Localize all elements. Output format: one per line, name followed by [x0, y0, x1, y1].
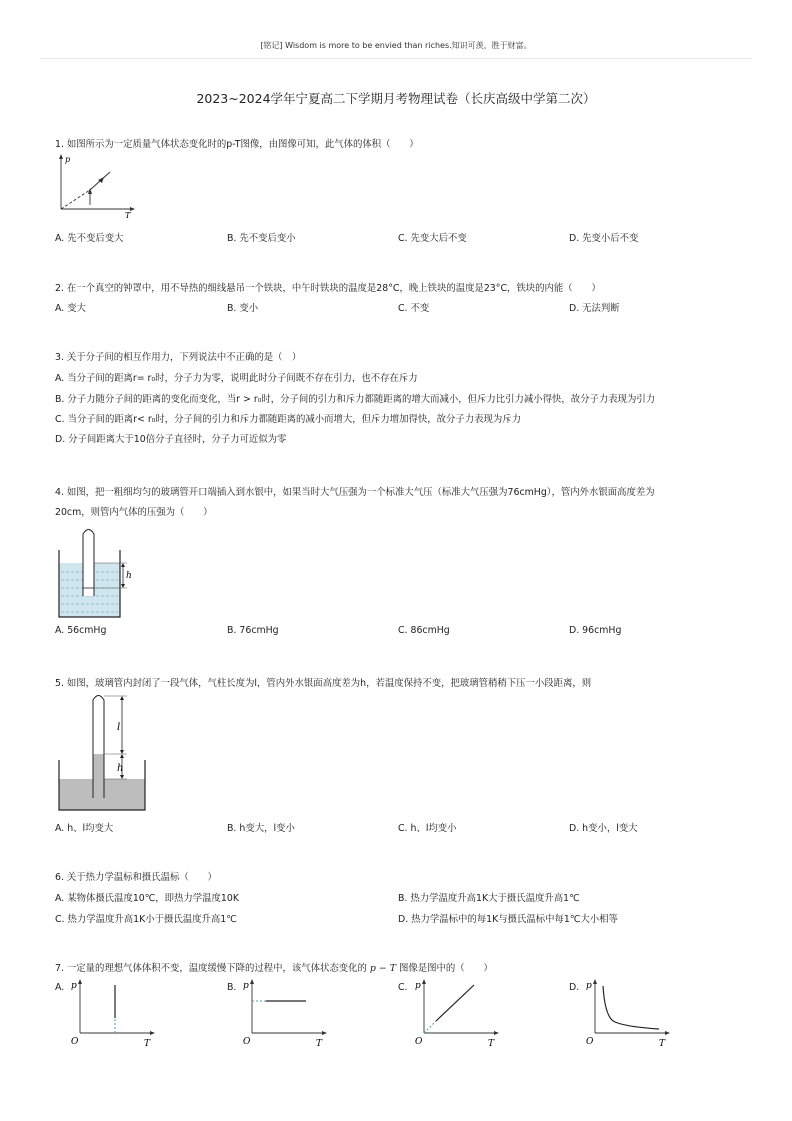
q7-option-a-graph: [68, 976, 158, 1052]
q7-option-d-graph: [583, 976, 673, 1052]
q7-b-origin: O: [243, 1037, 251, 1047]
q1-axis-p: p: [65, 155, 71, 164]
q7-stem-formula: p − T: [369, 963, 396, 974]
q1-option-b: B. 先不变后变小: [227, 233, 296, 244]
q7-d-axis-t: T: [659, 1039, 666, 1049]
q1-stem: 1. 如图所示为一定质量气体状态变化时的p-T图像，由图像可知，此气体的体积（ ）: [55, 139, 419, 150]
q4-label-h: h: [126, 571, 132, 581]
q5-option-d: D. h变小，l变大: [569, 823, 638, 834]
q5-option-c: C. h、l均变小: [398, 823, 457, 834]
q2-stem: 2. 在一个真空的钟罩中，用不导热的细线悬吊一个铁块，中午时铁块的温度是28°C，晚上铁块的温度是23°C，铁块的内能（ ）: [55, 283, 601, 294]
q1-option-c: C. 先变大后不变: [398, 233, 467, 244]
q4-stem-line2: 20cm，则管内气体的压强为（ ）: [55, 507, 213, 518]
q5-label-h: h: [117, 763, 124, 774]
q7-d-axis-p: p: [586, 981, 592, 991]
q7-c-axis-t: T: [488, 1039, 495, 1049]
q6-option-d: D. 热力学温标中的每1K与摄氏温标中每1℃大小相等: [398, 914, 618, 925]
q7-option-c-label: C.: [398, 982, 408, 993]
q7-stem-post: 图像是图中的（ ）: [398, 963, 493, 974]
q6-stem: 6. 关于热力学温标和摄氏温标（ ）: [55, 872, 217, 883]
q3-option-d: D. 分子间距离大于10倍分子直径时，分子力可近似为零: [55, 434, 287, 445]
header-divider: [40, 58, 752, 59]
q6-option-a: A. 某物体摄氏温度10℃，即热力学温度10K: [55, 893, 239, 904]
q7-a-axis-t: T: [144, 1039, 151, 1049]
exam-title: 2023~2024学年宁夏高二下学期月考物理试卷（长庆高级中学第二次）: [196, 91, 596, 106]
q7-b-axis-p: p: [243, 981, 249, 991]
q4-stem-line1: 4. 如图，把一粗细均匀的玻璃管开口端插入到水银中，如果当时大气压强为一个标准大气压（标准大气压强为76cmHg），管内外水银面高度差为: [55, 487, 655, 498]
q7-b-axis-t: T: [316, 1039, 323, 1049]
q3-option-b: B. 分子力随分子间的距离的变化而变化，当r > r₀时，分子间的引力和斥力都随距离的增大而减小，但斥力比引力减小得快，故分子力表现为引力: [55, 394, 656, 405]
q7-c-axis-p: p: [415, 981, 421, 991]
q2-option-a: A. 变大: [55, 303, 86, 314]
q5-option-a: A. h、l均变大: [55, 823, 114, 834]
q4-option-c: C. 86cmHg: [398, 625, 450, 636]
q7-option-b-graph: [240, 976, 330, 1052]
q5-tube-diagram: [55, 690, 155, 815]
q2-option-d: D. 无法判断: [569, 303, 620, 314]
q7-d-origin: O: [586, 1037, 594, 1047]
q1-pt-graph: [55, 152, 140, 222]
q6-option-b: B. 热力学温度升高1K大于摄氏温度升高1℃: [398, 893, 580, 904]
q7-stem: [55, 960, 493, 974]
q7-option-a-label: A.: [55, 982, 65, 993]
q7-option-b-label: B.: [227, 982, 237, 993]
q2-option-c: C. 不变: [398, 303, 430, 314]
q1-option-a: A. 先不变后变大: [55, 233, 124, 244]
q7-stem-pre: 7. 一定量的理想气体体积不变，温度缓慢下降的过程中，该气体状态变化的: [55, 963, 367, 974]
q3-option-a: A. 当分子间的距离r= r₀时，分子力为零，说明此时分子间既不存在引力，也不存在斥力: [55, 373, 418, 384]
q7-c-origin: O: [415, 1037, 423, 1047]
q7-option-d-label: D.: [569, 982, 580, 993]
q1-axis-t: T: [125, 211, 131, 220]
q5-stem: 5. 如图，玻璃管内封闭了一段气体，气柱长度为l，管内外水银面高度差为h，若温度保持不变，把玻璃管稍稍下压一小段距离，则: [55, 678, 592, 689]
q1-option-d: D. 先变小后不变: [569, 233, 639, 244]
q2-option-b: B. 变小: [227, 303, 259, 314]
q4-option-a: A. 56cmHg: [55, 625, 107, 636]
q4-tube-diagram: [55, 522, 140, 620]
q7-a-axis-p: p: [71, 981, 77, 991]
q3-option-c: C. 当分子间的距离r< r₀时，分子间的引力和斥力都随距离的减小而增大，但斥力增加得快，故分子力表现为斥力: [55, 414, 522, 425]
q7-a-origin: O: [71, 1037, 79, 1047]
q7-option-c-graph: [412, 976, 502, 1052]
q3-stem: 3. 关于分子间的相互作用力，下列说法中不正确的是（ ）: [55, 352, 302, 363]
q6-option-c: C. 热力学温度升高1K小于摄氏温度升高1℃: [55, 914, 237, 925]
q4-option-b: B. 76cmHg: [227, 625, 279, 636]
q5-option-b: B. h变大，l变小: [227, 823, 295, 834]
page-motto: [铭记] Wisdom is more to be envied than riches.知识可羡，胜于财富。: [260, 41, 532, 50]
q5-label-l: l: [117, 722, 121, 733]
q4-option-d: D. 96cmHg: [569, 625, 622, 636]
